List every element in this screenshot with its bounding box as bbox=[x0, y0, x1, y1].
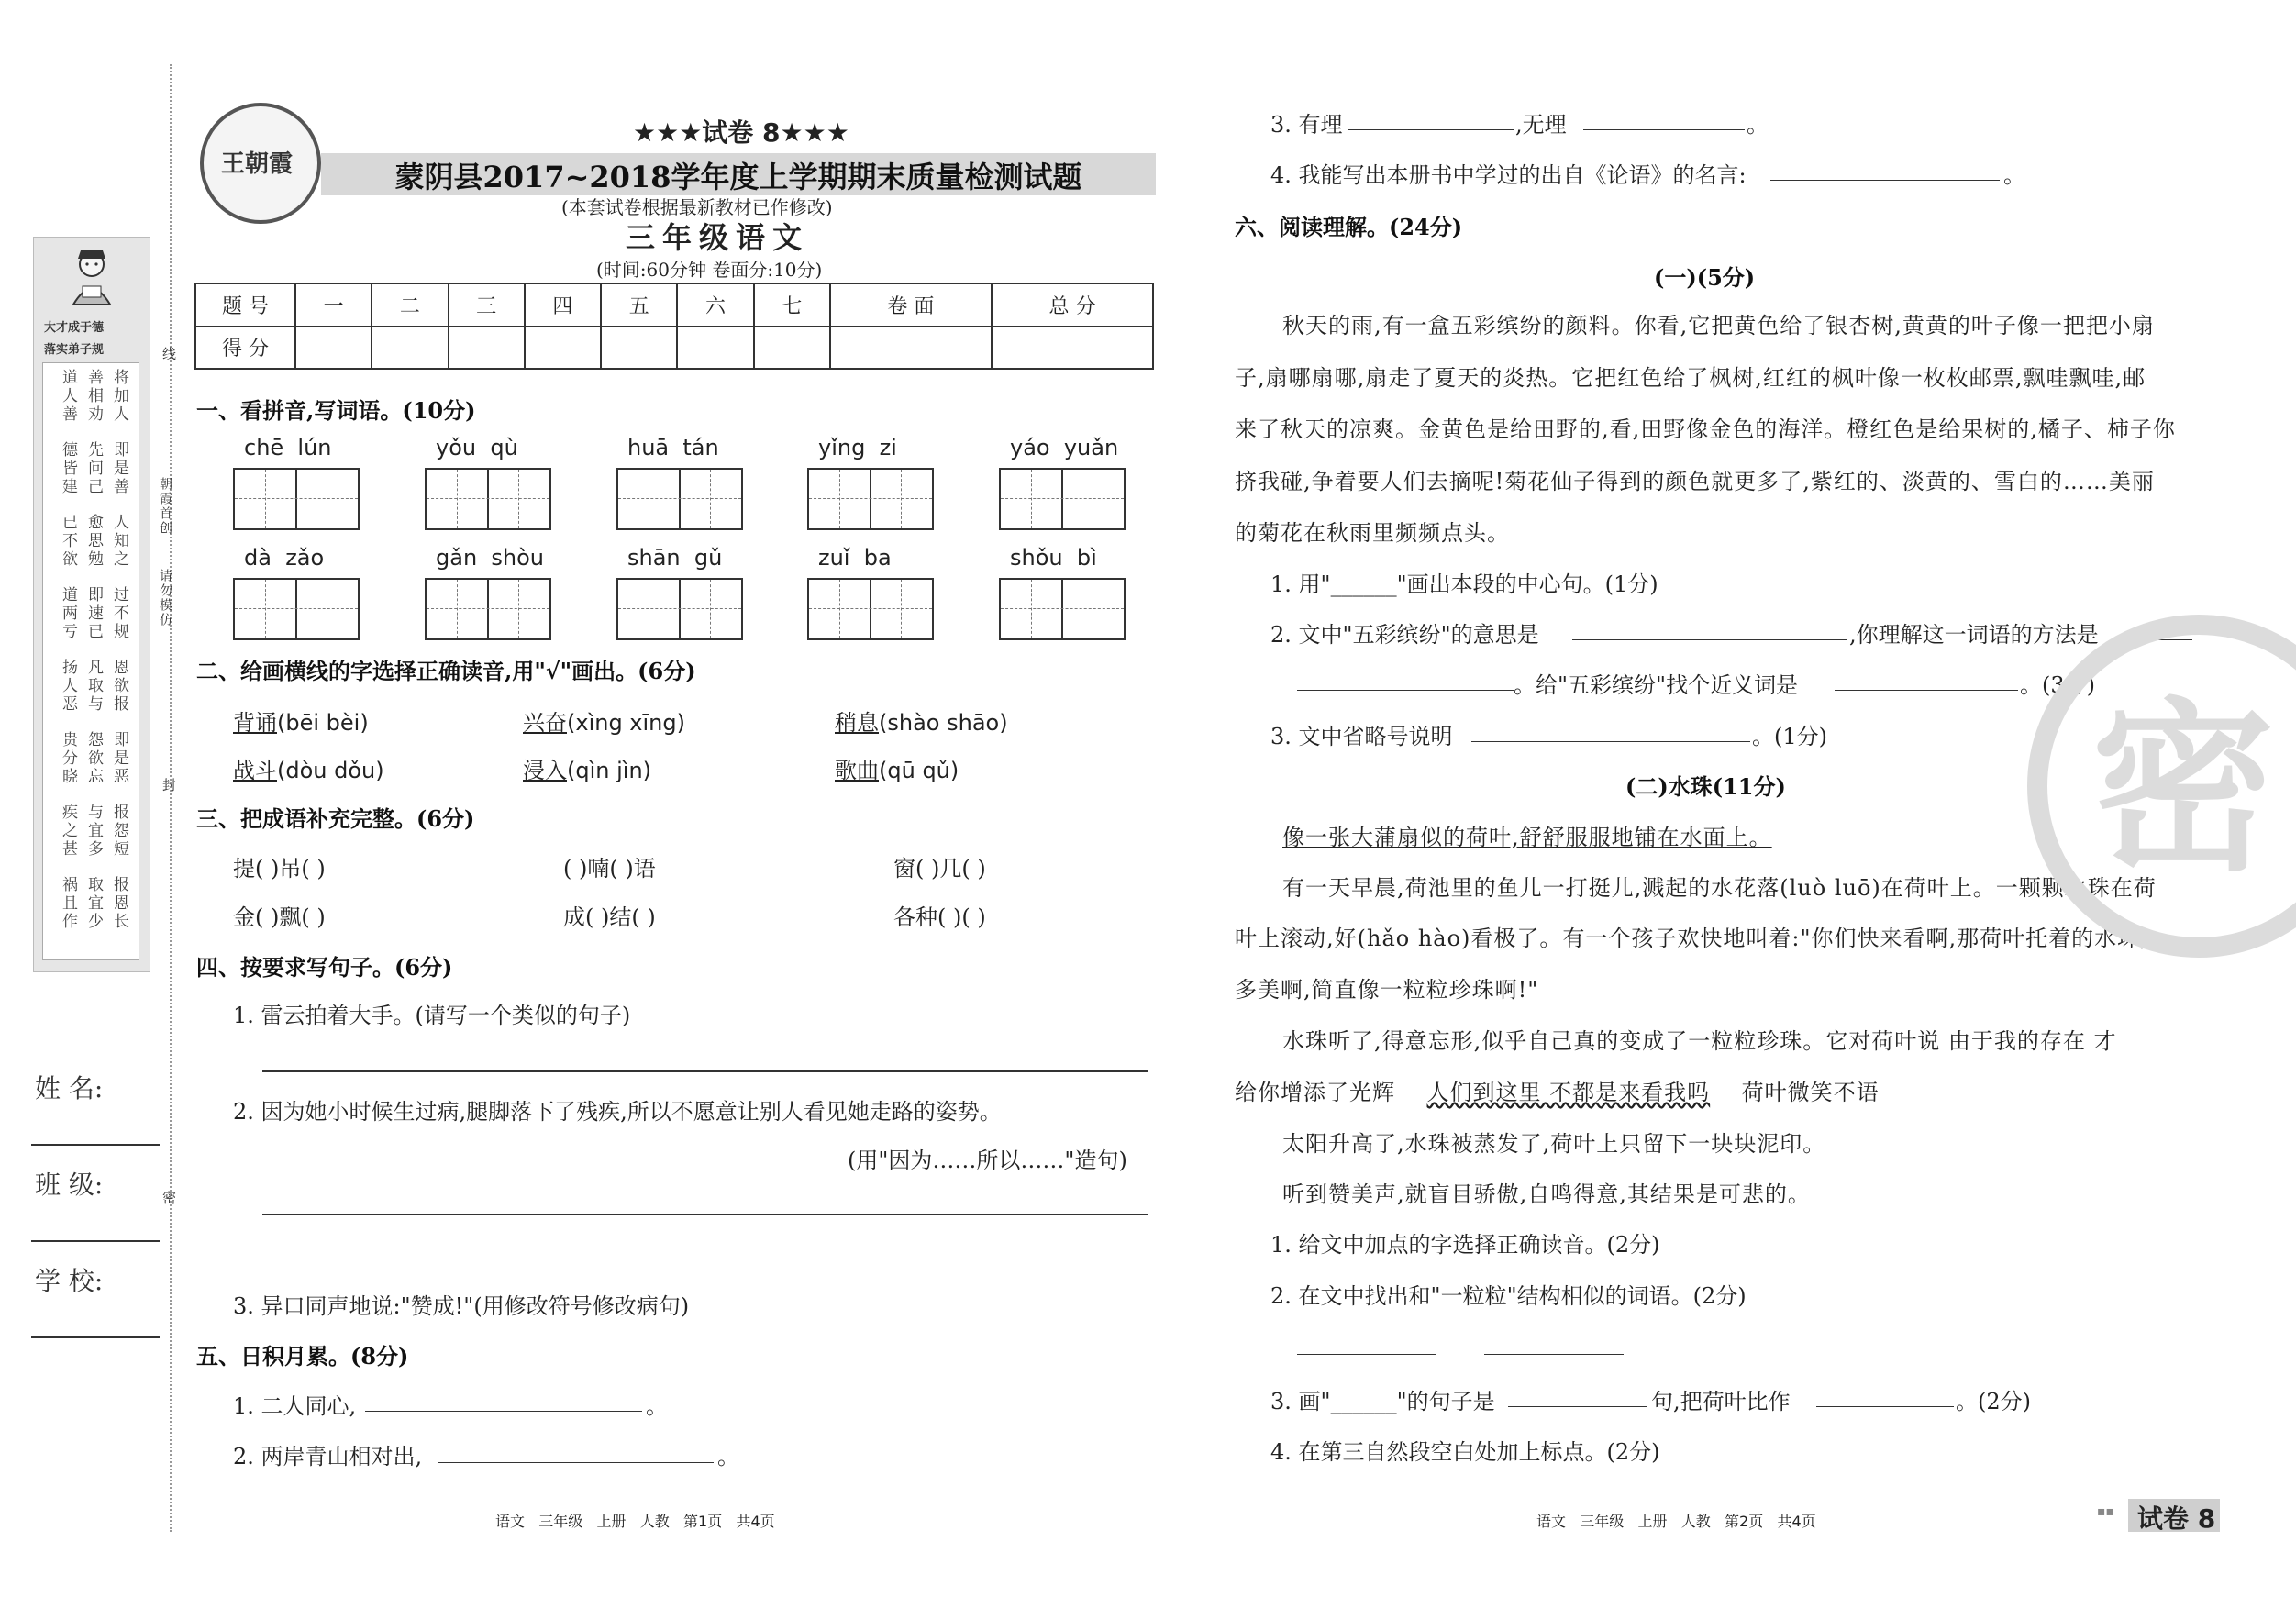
reading-q7: 4. 在第三自然段空白处加上标点。(2分) bbox=[1270, 1439, 1660, 1465]
copyright-note: 朝霞首创 bbox=[158, 477, 172, 536]
writing-grid[interactable] bbox=[807, 468, 934, 530]
answer-line[interactable] bbox=[262, 1070, 1148, 1072]
idiom-item: ( )喃( )语 bbox=[563, 856, 656, 882]
section6-heading: 六、阅读理解。(24分) bbox=[1235, 214, 1463, 240]
answer-line[interactable] bbox=[262, 1214, 1148, 1215]
score-row-label: 得 分 bbox=[195, 327, 295, 370]
motto-column: 道两亏 bbox=[59, 586, 77, 641]
period: 。 bbox=[717, 1444, 739, 1469]
exam-title: 蒙阴县2017~2018学年度上学期期末质量检测试题 bbox=[394, 160, 1082, 194]
idiom-item: 提( )吊( ) bbox=[233, 856, 326, 882]
answer-blank[interactable] bbox=[1508, 1406, 1647, 1407]
watermark-text: 密 bbox=[2091, 681, 2275, 896]
motto-column: 即是善 bbox=[110, 441, 128, 496]
reading-q5: 2. 在文中找出和"一粒粒"结构相似的词语。(2分) bbox=[1270, 1283, 1747, 1309]
score-header-cell: 题 号 bbox=[195, 283, 295, 327]
score-header-cell: 卷 面 bbox=[830, 283, 992, 327]
writing-grid[interactable] bbox=[233, 578, 360, 640]
motto-column: 道人善 bbox=[59, 369, 77, 424]
passage2-title: (二)水珠(11分) bbox=[1625, 773, 1786, 800]
answer-blank[interactable] bbox=[1484, 1354, 1624, 1355]
motto-caption-1: 大才成于德 bbox=[44, 321, 105, 335]
pinyin-prompt: gǎn shòu bbox=[436, 545, 545, 571]
logo-text: 王朝霞 bbox=[220, 150, 293, 178]
score-cell[interactable] bbox=[525, 327, 601, 370]
name-label: 姓 名: bbox=[35, 1073, 104, 1103]
section2-heading: 二、给画横线的字选择正确读音,用"√"画出。(6分) bbox=[196, 658, 696, 684]
reading-q2d: 。(3分) bbox=[2020, 672, 2095, 698]
passage2-line: 给你增添了光辉 人们到这里 不都是来看我吗 荷叶微笑不语 bbox=[1235, 1080, 1880, 1105]
binding-line bbox=[170, 64, 172, 1532]
motto-column: 报恩长 bbox=[110, 876, 128, 931]
seal-mark-xian: 线 bbox=[161, 347, 177, 362]
score-cell[interactable] bbox=[830, 327, 992, 370]
pinyin-prompt: yǒu qù bbox=[436, 435, 518, 460]
answer-blank[interactable] bbox=[1297, 1354, 1436, 1355]
paper-badge: 试卷 8 bbox=[2137, 1503, 2216, 1534]
passage2-line: 叶上滚动,好(hǎo hào)看极了。有一个孩子欢快地叫着:"你们快来看啊,那荷叶托着的水珠, bbox=[1235, 926, 2148, 951]
answer-blank[interactable] bbox=[438, 1462, 714, 1463]
answer-blank[interactable] bbox=[1471, 741, 1750, 742]
reading-q2a: 2. 文中"五彩缤纷"的意思是 bbox=[1270, 622, 1539, 648]
reading-q6b: 句,把荷叶比作 bbox=[1651, 1389, 1791, 1414]
accumulate-q3: 3. 有理 bbox=[1270, 112, 1343, 138]
pinyin-prompt: huā tán bbox=[627, 435, 719, 460]
reading-item: 战斗(dòu dǒu) bbox=[233, 758, 384, 783]
sentence-q3: 3. 异口同声地说:"赞成!"(用修改符号修改病句) bbox=[233, 1293, 690, 1319]
score-header-cell: 二 bbox=[372, 283, 448, 327]
motto-column: 恩欲报 bbox=[110, 659, 128, 714]
writing-grid[interactable] bbox=[425, 468, 551, 530]
motto-column: 善相劝 bbox=[84, 369, 103, 424]
motto-column: 与宜多 bbox=[84, 804, 103, 859]
answer-blank[interactable] bbox=[365, 1411, 642, 1412]
section5-heading: 五、日积月累。(8分) bbox=[196, 1343, 409, 1370]
answer-blank[interactable] bbox=[1297, 690, 1514, 691]
score-cell[interactable] bbox=[601, 327, 677, 370]
answer-blank[interactable] bbox=[1348, 129, 1514, 130]
school-field[interactable] bbox=[31, 1336, 160, 1338]
score-header-cell: 四 bbox=[525, 283, 601, 327]
accumulate-q4: 4. 我能写出本册书中学过的出自《论语》的名言: bbox=[1270, 162, 1747, 188]
passage1-line: 挤我碰,争着要人们去摘呢!菊花仙子得到的颜色就更多了,紫红的、淡黄的、雪白的……美丽 bbox=[1235, 469, 2155, 494]
footer-right: 语文 三年级 上册 人教 第2页 共4页 bbox=[1536, 1513, 1816, 1530]
footer-left: 语文 三年级 上册 人教 第1页 共4页 bbox=[495, 1513, 775, 1530]
sentence-q2-note: (用"因为……所以……"造句) bbox=[848, 1148, 1127, 1173]
score-cell[interactable] bbox=[449, 327, 525, 370]
reading-q3b: 。(1分) bbox=[1752, 724, 1827, 749]
motto-column: 贵分晓 bbox=[59, 731, 77, 786]
passage1-line: 秋天的雨,有一盒五彩缤纷的颜料。你看,它把黄色给了银杏树,黄黄的叶子像一把把小扇 bbox=[1282, 313, 2155, 338]
motto-column: 祸且作 bbox=[59, 876, 77, 931]
reading-item: 兴奋(xìng xīng) bbox=[523, 710, 685, 736]
subject-title: 三年级语文 bbox=[626, 220, 810, 255]
passage2-line: 有一天早晨,荷池里的鱼儿一打挺儿,溅起的水花落(luò luō)在荷叶上。一颗颗水珠在荷 bbox=[1282, 875, 2157, 901]
motto-column: 报怨短 bbox=[110, 804, 128, 859]
reading-q4: 1. 给文中加点的字选择正确读音。(2分) bbox=[1270, 1232, 1660, 1258]
reading-q2b: ,你理解这一词语的方法是 bbox=[1849, 622, 2099, 648]
period: 。 bbox=[1747, 112, 1769, 138]
passage1-title: (一)(5分) bbox=[1654, 264, 1756, 291]
motto-caption-2: 落实弟子规 bbox=[44, 343, 105, 357]
reading-q2c: 。给"五彩缤纷"找个近义词是 bbox=[1514, 672, 1799, 698]
motto-column: 已不欲 bbox=[59, 514, 77, 569]
answer-blank[interactable] bbox=[1835, 690, 2018, 691]
score-header-cell: 三 bbox=[449, 283, 525, 327]
score-header-cell: 总 分 bbox=[992, 283, 1153, 327]
accumulate-q3b: ,无理 bbox=[1515, 112, 1567, 138]
motto-column: 凡取与 bbox=[84, 659, 103, 714]
reading-q3a: 3. 文中省略号说明 bbox=[1270, 724, 1453, 749]
section3-heading: 三、把成语补充完整。(6分) bbox=[196, 805, 475, 832]
score-cell[interactable] bbox=[295, 327, 372, 370]
score-header-cell: 六 bbox=[677, 283, 753, 327]
passage2-line: 水珠听了,得意忘形,似乎自己真的变成了一粒粒珍珠。它对荷叶说 由于我的存在 才 bbox=[1282, 1028, 2117, 1054]
score-header-cell: 五 bbox=[601, 283, 677, 327]
copyright-note-2: 请勿模仿 bbox=[158, 569, 172, 627]
accumulate-q2: 2. 两岸青山相对出, bbox=[233, 1444, 423, 1469]
idiom-item: 各种( )( ) bbox=[893, 904, 986, 930]
motto-column: 怨欲忘 bbox=[84, 731, 103, 786]
writing-grid[interactable] bbox=[425, 578, 551, 640]
motto-column: 过不规 bbox=[110, 586, 128, 641]
reading-item: 歌曲(qū qǔ) bbox=[835, 758, 959, 783]
passage2-line-underlined: 像一张大蒲扇似的荷叶,舒舒服服地铺在水面上。 bbox=[1282, 825, 1772, 850]
reading-item: 背诵(bēi bèi) bbox=[233, 710, 369, 736]
motto-column: 疾之甚 bbox=[59, 804, 77, 859]
name-field[interactable] bbox=[31, 1144, 160, 1146]
school-label: 学 校: bbox=[35, 1266, 104, 1296]
passage2-line: 太阳升高了,水珠被蒸发了,荷叶上只留下一块块泥印。 bbox=[1282, 1131, 1826, 1157]
writing-grid[interactable] bbox=[999, 468, 1126, 530]
reading-item: 浸入(qìn jìn) bbox=[523, 758, 652, 783]
reading-q6a: 3. 画"______"的句子是 bbox=[1270, 1389, 1495, 1414]
motto-column: 人知之 bbox=[110, 514, 128, 569]
writing-grid[interactable] bbox=[807, 578, 934, 640]
score-cell[interactable] bbox=[677, 327, 753, 370]
motto-column: 即是恶 bbox=[110, 731, 128, 786]
idiom-item: 窗( )几( ) bbox=[893, 856, 986, 882]
motto-column: 取宜少 bbox=[84, 876, 103, 931]
pinyin-prompt: shǒu bì bbox=[1010, 545, 1097, 571]
motto-column: 即速已 bbox=[84, 586, 103, 641]
section1-heading: 一、看拼音,写词语。(10分) bbox=[196, 397, 476, 424]
answer-blank[interactable] bbox=[1770, 180, 2000, 181]
idiom-item: 金( )飘( ) bbox=[233, 904, 326, 930]
passage1-line: 来了秋天的凉爽。金黄色是给田野的,看,田野像金色的海洋。橙红色是给果树的,橘子、柿子你 bbox=[1235, 416, 2176, 442]
section4-heading: 四、按要求写句子。(6分) bbox=[196, 954, 453, 981]
badge-squares: ▪▪ bbox=[2097, 1504, 2114, 1519]
writing-grid[interactable] bbox=[999, 578, 1126, 640]
class-field[interactable] bbox=[31, 1240, 160, 1242]
score-cell[interactable] bbox=[992, 327, 1153, 370]
writing-grid[interactable] bbox=[616, 468, 743, 530]
class-label: 班 级: bbox=[35, 1170, 104, 1200]
passage2-line: 听到赞美声,就盲目骄傲,自鸣得意,其结果是可悲的。 bbox=[1282, 1181, 1811, 1207]
motto-column: 将加人 bbox=[110, 369, 128, 424]
paper-tag: ★★★试卷 8★★★ bbox=[633, 117, 849, 148]
pinyin-prompt: shān gǔ bbox=[627, 545, 723, 571]
score-header-cell: 七 bbox=[754, 283, 830, 327]
reading-q6c: 。(2分) bbox=[1956, 1389, 2031, 1414]
reading-q1: 1. 用"______"画出本段的中心句。(1分) bbox=[1270, 571, 1658, 597]
time-info: (时间:60分钟 卷面分:10分) bbox=[596, 259, 823, 281]
motto-column: 扬人恶 bbox=[59, 659, 77, 714]
sentence-q2: 2. 因为她小时候生过病,腿脚落下了残疾,所以不愿意让别人看见她走路的姿势。 bbox=[233, 1099, 1002, 1125]
pinyin-prompt: yǐng zi bbox=[818, 435, 897, 460]
pinyin-prompt: yáo yuǎn bbox=[1010, 435, 1119, 460]
child-illustration bbox=[64, 246, 119, 308]
passage1-line: 的菊花在秋雨里频频点头。 bbox=[1235, 520, 1510, 546]
pinyin-prompt: zuǐ ba bbox=[818, 545, 892, 571]
answer-blank[interactable] bbox=[1583, 129, 1745, 130]
answer-blank[interactable] bbox=[1816, 1406, 1954, 1407]
period: 。 bbox=[646, 1393, 668, 1419]
motto-column: 先问己 bbox=[84, 441, 103, 496]
score-table bbox=[194, 283, 1154, 370]
period: 。 bbox=[2003, 162, 2025, 188]
pinyin-prompt: dà zǎo bbox=[244, 545, 325, 571]
edition-note: (本套试卷根据最新教材已作修改) bbox=[561, 196, 833, 218]
writing-grid[interactable] bbox=[233, 468, 360, 530]
seal-mark-feng: 封 bbox=[161, 778, 177, 793]
motto-column: 德皆建 bbox=[59, 441, 77, 496]
passage1-line: 子,扇哪扇哪,扇走了夏天的炎热。它把红色给了枫树,红红的枫叶像一枚枚邮票,飘哇飘哇,邮 bbox=[1235, 365, 2146, 391]
writing-grid[interactable] bbox=[616, 578, 743, 640]
pinyin-prompt: chē lún bbox=[244, 435, 332, 460]
passage2-line: 多美啊,简直像一粒粒珍珠啊!" bbox=[1235, 977, 1539, 1003]
seal-mark-mi: 密 bbox=[161, 1191, 177, 1206]
accumulate-q1: 1. 二人同心, bbox=[233, 1393, 357, 1419]
idiom-item: 成( )结( ) bbox=[563, 904, 656, 930]
score-cell[interactable] bbox=[372, 327, 448, 370]
answer-blank[interactable] bbox=[1572, 639, 1847, 640]
score-header-cell: 一 bbox=[295, 283, 372, 327]
motto-column: 愈思勉 bbox=[84, 514, 103, 569]
score-cell[interactable] bbox=[754, 327, 830, 370]
sentence-q1: 1. 雷云拍着大手。(请写一个类似的句子) bbox=[233, 1003, 631, 1028]
reading-item: 稍息(shào shāo) bbox=[835, 710, 1008, 736]
